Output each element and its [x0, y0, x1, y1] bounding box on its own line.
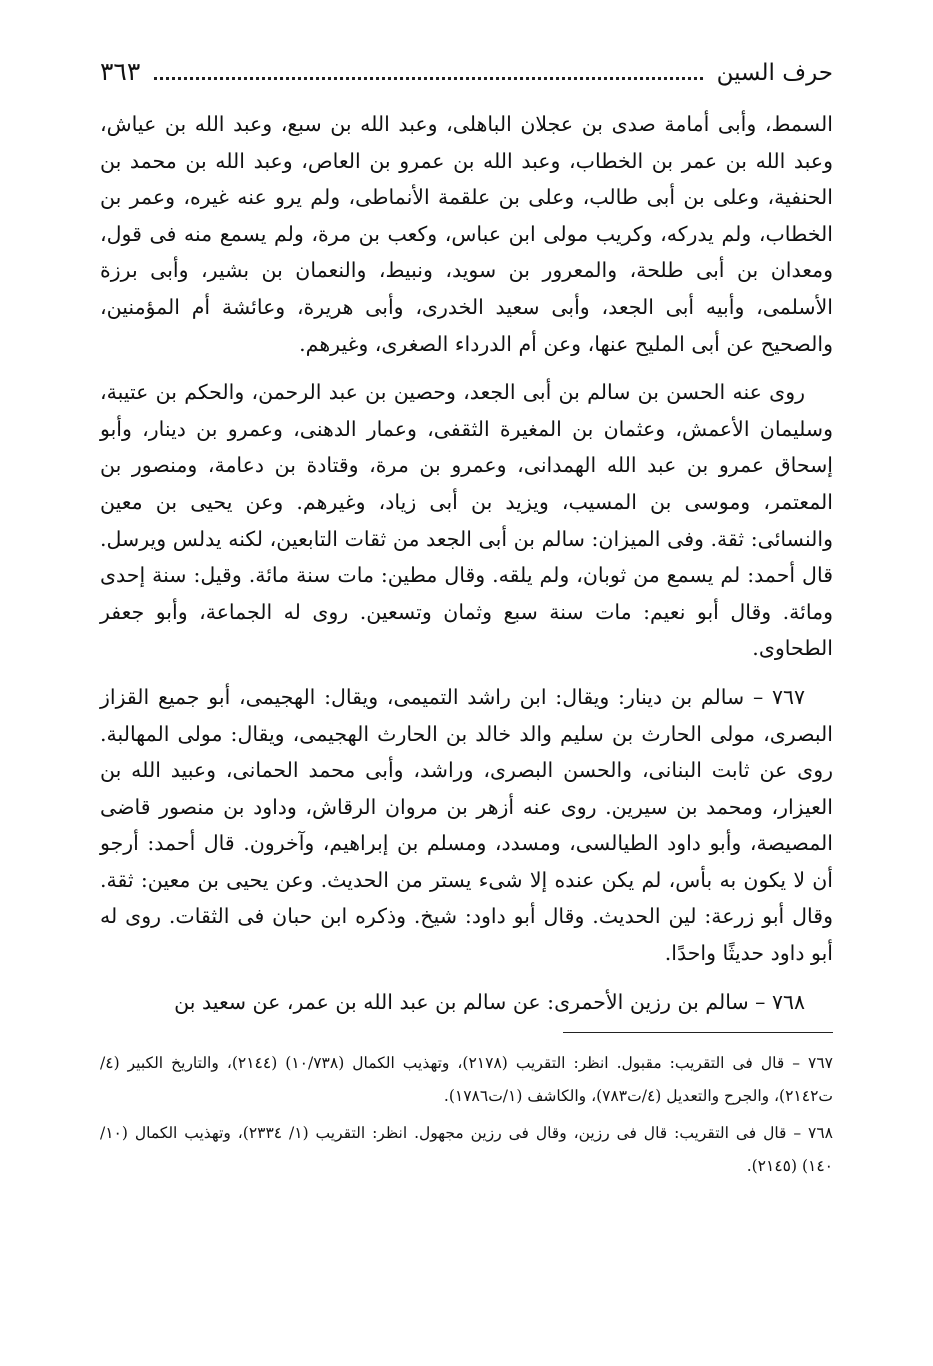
footnote-768: ٧٦٨ – قال فى التقريب: قال فى رزين، وقال فى رزين مجهول. انظر: التقريب (١/ ٢٣٣٤)، وتهذيب الكمال (١٠/ ١٤٠) (٢١٤٥).: [100, 1124, 833, 1176]
entry-767: [100, 679, 833, 972]
footnote-divider: [563, 1032, 833, 1033]
leader-dots: [154, 55, 702, 80]
entry-768: [100, 984, 833, 1021]
entry-text: سالم بن دينار: ويقال: ابن راشد التميمى، ويقال: الهجيمى، أبو جميع القزاز البصرى، مولى الحارث بن سليم والد خالد بن الحارث الهجيمى، ويقال: مولى المهالبة. روى عن ثابت البنانى، والحسن البصرى، وراشد، وأبى محمد الحمانى، وعبيد الله بن العيزار، ومحمد بن سيرين. روى عنه أزهر بن مروان الرقاش، وداود بن منصور قاضى المصيصة، وأبو داود الطيالسى، ومسدد، ومسلم بن إبراهيم، وآخرون. قال أحمد: أرجو أن لا يكون به بأس، لم يكن عنده إلا شىء يستر من الحديث. وعن يحيى بن معين: ثقة. وقال أبو زرعة: لين الحديث. وقال أبو داود: شيخ. وذكره ابن حبان فى الثقات. روى له أبو داود حديثًا واحدًا.: [100, 684, 833, 966]
main-text: [100, 106, 833, 1020]
footnote-767: ٧٦٧ – قال فى التقريب: مقبول. انظر: التقريب (٢١٧٨)، وتهذيب الكمال (١٠/٧٣٨) (٢١٤٤)، والتاريخ الكبير (٤/ت٢١٤٢)، والجرح والتعديل (٤/ت٧٨٣)، والكاشف (١/ت١٧٨٦).: [100, 1054, 833, 1106]
entry-text: سالم بن رزين الأحمرى: عن سالم بن عبد الله بن عمر، عن سعيد بن: [174, 989, 749, 1014]
paragraph-narrated-by: روى عنه الحسن بن سالم بن أبى الجعد، وحصين بن عبد الرحمن، والحكم بن عتيبة، وسليمان الأعمش، وعثمان بن المغيرة الثقفى، وعمار الدهنى، وعمرو بن دينار، وأبو إسحاق عمرو بن عبد الله الهمدانى، وعمرو بن مرة، وقتادة بن دعامة، ومنصور بن المعتمر، وموسى بن المسيب، ويزيد بن أبى زياد، وغيرهم. وعن يحيى بن معين والنسائى: ثقة. وفى الميزان: سالم بن أبى الجعد من ثقات التابعين، لكنه يدلس ويرسل. قال أحمد: لم يسمع من ثوبان، ولم يلقه. وقال مطين: مات سنة مائة. وقيل: سنة إحدى ومائة. وقال أبو نعيم: مات سنة سبع وثمان وتسعين. روى له الجماعة، وأبو جعفر الطحاوى.: [100, 380, 833, 661]
entry-number: ٧٦٨ –: [755, 989, 805, 1014]
footnotes: [100, 1047, 833, 1183]
page-number: ٣٦٣: [100, 57, 141, 86]
entry-number: ٧٦٧ –: [752, 684, 805, 709]
chapter-title: حرف السين: [716, 60, 833, 86]
running-header: [100, 52, 833, 92]
paragraph-narrators-from: السمط، وأبى أمامة صدى بن عجلان الباهلى، وعبد الله بن سبع، وعبد الله بن عياش، وعبد الله بن عمر بن الخطاب، وعبد الله بن عمرو بن العاص، وعبد الله بن محمد بن الحنفية، وعلى بن أبى طالب، وعلى بن علقمة الأنماطى، ولم يرو عنه غيره، وعمر بن الخطاب، ولم يدركه، وكريب مولى ابن عباس، وكعب بن مرة، ولم يسمع منه فى قول، ومعدان بن أبى طلحة، والمعرور بن سويد، ونبيط، والنعمان بن بشير، وأبى برزة الأسلمى، وأبيه أبى الجعد، وأبى سعيد الخدرى، وأبى هريرة، وعائشة أم المؤمنين، والصحيح عن أبى المليح عنها، وعن أم الدرداء الصغرى، وغيرهم.: [100, 112, 833, 356]
